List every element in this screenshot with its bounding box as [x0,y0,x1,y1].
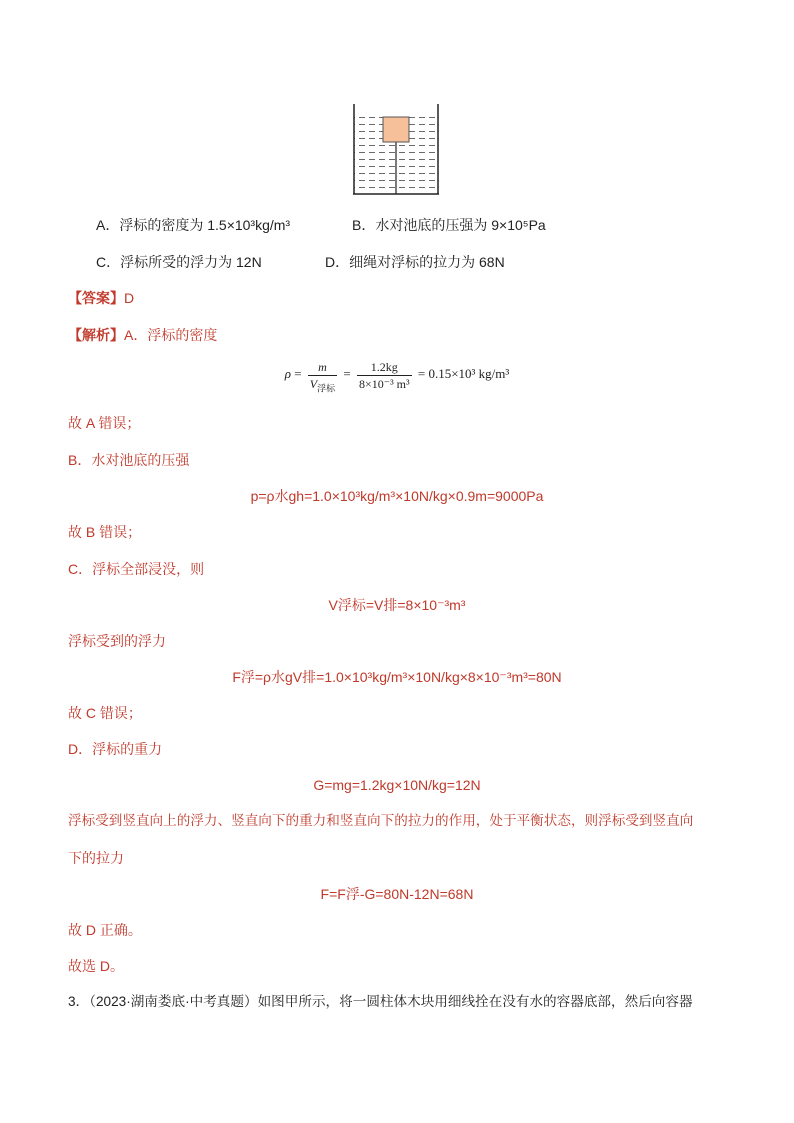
final-answer: 故选 D。 [68,958,124,974]
fraction-values [357,360,412,391]
formula-a-rho: ρ [284,366,291,381]
conclusion-b: 故 B 错误； [68,524,142,540]
option-d: D．细绳对浮标的拉力为 68N [325,254,505,270]
option-a: A．浮标的密度为 1.5×10³kg/m³ [96,217,291,233]
fraction-m: m [308,360,337,376]
analysis-d-label: D．浮标的重力 [68,741,163,757]
analysis-intro: A．浮标的密度 [124,327,218,343]
answer-line [68,289,134,307]
analysis-d-text2: 下的拉力 [68,850,124,866]
analysis-b-label: B．水对池底的压强 [68,452,190,468]
conclusion-a: 故 A 错误； [68,415,141,431]
buoy-diagram [348,100,444,198]
next-question: 3．（2023·湖南娄底·中考真题）如图甲所示，将一圆柱体木块用细线拴在没有水的容器底部，然后向容器 [68,994,693,1009]
fraction-v: $V_{浮标}$ [309,376,336,393]
fraction-den: 8×10⁻³ m³ [358,376,410,391]
analysis-line [68,326,217,344]
formula-tension: F=F浮-G=80N-12N=68N [320,886,474,902]
formula-a-eq2: = [343,366,351,381]
option-b: B．水对池底的压强为 9×10⁵Pa [352,217,546,233]
option-c: C．浮标所受的浮力为 12N [96,254,262,270]
analysis-d-text1: 浮标受到竖直向上的浮力、竖直向下的重力和竖直向下的拉力的作用，处于平衡状态，则浮标受到竖直向 [68,813,694,828]
formula-gravity: G=mg=1.2kg×10N/kg=12N [313,777,481,793]
conclusion-c: 故 C 错误； [68,705,142,721]
answer-value: D [124,290,135,306]
answer-tag: 【答案】 [68,290,124,306]
analysis-c-label: C．浮标全部浸没，则 [68,561,205,577]
formula-volume: V浮标=V排=8×10⁻³m³ [328,597,466,613]
analysis-tag: 【解析】 [68,327,124,343]
formula-density [0,356,794,392]
fraction-num: 1.2kg [357,360,412,376]
formula-buoyancy: F浮=ρ水gV排=1.0×10³kg/m³×10N/kg×8×10⁻³m³=80N [232,669,562,685]
buoy-block [383,117,409,142]
formula-pressure: p=ρ水gh=1.0×10³kg/m³×10N/kg×0.9m=9000Pa [250,488,544,504]
formula-a-result: = 0.15×10³ kg/m³ [417,366,510,381]
conclusion-d: 故 D 正确。 [68,922,142,938]
fraction-m-over-v [308,360,337,391]
formula-a-eq1: = [294,366,302,381]
analysis-c-text: 浮标受到的浮力 [68,633,166,649]
